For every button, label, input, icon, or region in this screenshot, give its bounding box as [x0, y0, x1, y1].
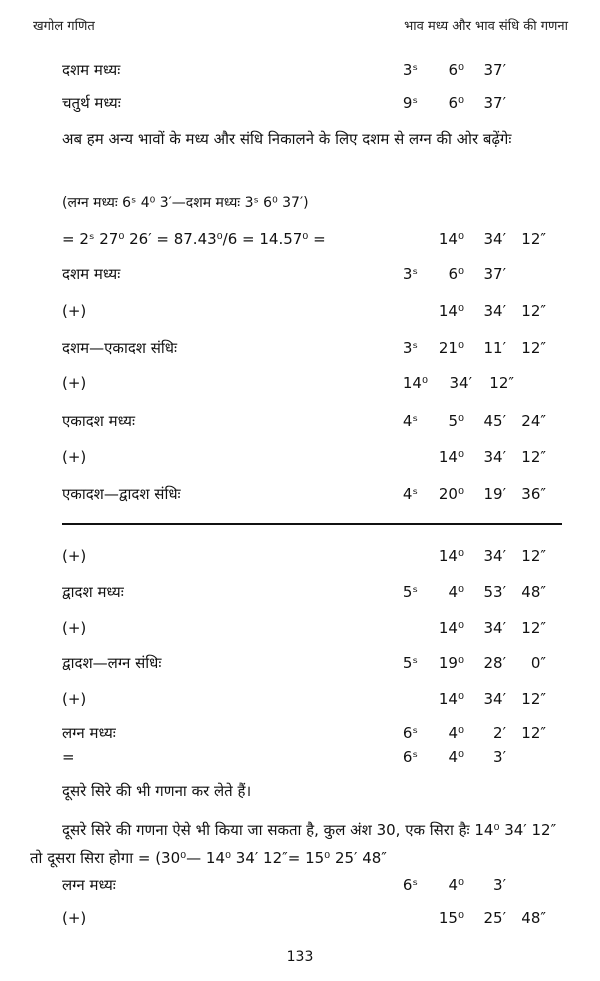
- row-label: (+): [62, 374, 87, 392]
- row-seconds: 12″: [521, 619, 546, 637]
- row-seconds: 12″: [521, 448, 546, 466]
- row-minutes: 28′: [483, 654, 506, 672]
- row-signs: 4ˢ: [402, 485, 418, 503]
- row-degrees: 14⁰: [438, 547, 464, 565]
- row-degrees: 6⁰: [448, 61, 464, 79]
- row-signs: 6ˢ: [402, 876, 418, 894]
- row-signs: 3ˢ: [402, 265, 418, 283]
- running-header-right: भाव मध्य और भाव संधि की गणना: [404, 19, 568, 34]
- row-signs: 9ˢ: [402, 94, 418, 112]
- separator-rule: [62, 523, 562, 525]
- table-row: [0, 92, 600, 114]
- row-degrees: 21⁰: [438, 339, 464, 357]
- table-row: [0, 545, 600, 567]
- row-label: एकादश मध्यः: [62, 412, 135, 430]
- table-row: [0, 300, 600, 322]
- row-label: (+): [62, 909, 87, 927]
- row-seconds: 48″: [521, 909, 546, 927]
- row-minutes: 37′: [483, 61, 506, 79]
- row-minutes: 25′: [483, 909, 506, 927]
- table-row: [0, 446, 600, 468]
- row-degrees: 14⁰: [402, 374, 428, 392]
- row-label: (+): [62, 547, 87, 565]
- table-row: [0, 410, 600, 432]
- formula-text: = 2ˢ 27⁰ 26′ = 87.43⁰/6 = 14.57⁰ =: [62, 230, 326, 248]
- row-label: (+): [62, 302, 87, 320]
- page-number: 133: [286, 949, 314, 965]
- row-degrees: 14⁰: [438, 619, 464, 637]
- row-signs: 6ˢ: [402, 748, 418, 766]
- row-degrees: 4⁰: [448, 748, 464, 766]
- row-label: दशम मध्यः: [62, 61, 121, 79]
- row-minutes: 34′: [483, 619, 506, 637]
- row-minutes: 34′: [483, 547, 506, 565]
- table-row: [0, 688, 600, 710]
- row-seconds: 48″: [521, 583, 546, 601]
- paragraph: दूसरे सिरे की भी गणना कर लेते हैं।: [62, 782, 252, 800]
- row-label: (+): [62, 448, 87, 466]
- row-label: द्वादश—लग्न संधिः: [62, 654, 162, 672]
- row-minutes: 37′: [483, 265, 506, 283]
- row-signs: 3ˢ: [402, 339, 418, 357]
- row-minutes: 34′: [449, 374, 472, 392]
- table-row: [0, 372, 600, 394]
- table-row: [0, 874, 600, 896]
- paragraph: अब हम अन्य भावों के मध्य और संधि निकालने के लिए दशम से लग्न की ओर बढ़ेंगेः: [62, 130, 512, 148]
- row-seconds: 12″: [521, 302, 546, 320]
- running-header-left: खगोल गणित: [33, 19, 95, 34]
- table-row: [0, 581, 600, 603]
- row-label: द्वादश मध्यः: [62, 583, 124, 601]
- table-row: [0, 746, 600, 768]
- row-minutes: 2′: [493, 724, 506, 742]
- row-minutes: 11′: [483, 339, 506, 357]
- table-row: [0, 617, 600, 639]
- table-row: [0, 483, 600, 505]
- row-seconds: 12″: [521, 230, 546, 248]
- row-degrees: 4⁰: [448, 583, 464, 601]
- row-seconds: 12″: [521, 690, 546, 708]
- row-degrees: 14⁰: [438, 230, 464, 248]
- row-signs: 6ˢ: [402, 724, 418, 742]
- row-degrees: 19⁰: [438, 654, 464, 672]
- table-row: [0, 263, 600, 285]
- row-seconds: 0″: [530, 654, 546, 672]
- table-row: [0, 337, 600, 359]
- row-label: चतुर्थ मध्यः: [62, 94, 121, 112]
- row-label: लग्न मध्यः: [62, 876, 116, 894]
- row-degrees: 14⁰: [438, 690, 464, 708]
- row-signs: 5ˢ: [402, 654, 418, 672]
- formula-result-row: [0, 228, 600, 250]
- paragraph: दूसरे सिरे की गणना ऐसे भी किया जा सकता है, कुल अंश 30, एक सिरा हैः 14⁰ 34′ 12″ तो दूसरा सिरा होगा = (30⁰— 14⁰ 34′ 12″= 15⁰ 25′ 48″: [30, 821, 557, 867]
- table-row: [0, 59, 600, 81]
- row-degrees: 6⁰: [448, 265, 464, 283]
- row-minutes: 34′: [483, 230, 506, 248]
- row-seconds: 12″: [489, 374, 514, 392]
- row-minutes: 37′: [483, 94, 506, 112]
- row-label: (+): [62, 619, 87, 637]
- row-seconds: 36″: [521, 485, 546, 503]
- row-label: (+): [62, 690, 87, 708]
- row-label: दशम मध्यः: [62, 265, 121, 283]
- table-row: [0, 722, 600, 744]
- row-signs: 4ˢ: [402, 412, 418, 430]
- row-label: दशम—एकादश संधिः: [62, 339, 178, 357]
- row-seconds: 12″: [521, 547, 546, 565]
- row-degrees: 14⁰: [438, 302, 464, 320]
- table-row: [0, 652, 600, 674]
- row-label: लग्न मध्यः: [62, 724, 116, 742]
- row-minutes: 19′: [483, 485, 506, 503]
- row-degrees: 5⁰: [448, 412, 464, 430]
- row-degrees: 6⁰: [448, 94, 464, 112]
- row-degrees: 20⁰: [438, 485, 464, 503]
- row-signs: 3ˢ: [402, 61, 418, 79]
- row-seconds: 12″: [521, 724, 546, 742]
- table-row: [0, 907, 600, 929]
- row-seconds: 12″: [521, 339, 546, 357]
- formula-line: (लग्न मध्यः 6ˢ 4⁰ 3′—दशम मध्यः 3ˢ 6⁰ 37′): [62, 195, 309, 211]
- row-degrees: 14⁰: [438, 448, 464, 466]
- row-minutes: 34′: [483, 448, 506, 466]
- row-minutes: 3′: [493, 876, 506, 894]
- row-minutes: 45′: [483, 412, 506, 430]
- row-degrees: 15⁰: [438, 909, 464, 927]
- row-seconds: 24″: [521, 412, 546, 430]
- row-minutes: 34′: [483, 302, 506, 320]
- row-label: =: [62, 748, 75, 766]
- row-label: एकादश—द्वादश संधिः: [62, 485, 181, 503]
- row-degrees: 4⁰: [448, 876, 464, 894]
- row-minutes: 3′: [493, 748, 506, 766]
- row-minutes: 53′: [483, 583, 506, 601]
- row-signs: 5ˢ: [402, 583, 418, 601]
- row-degrees: 4⁰: [448, 724, 464, 742]
- row-minutes: 34′: [483, 690, 506, 708]
